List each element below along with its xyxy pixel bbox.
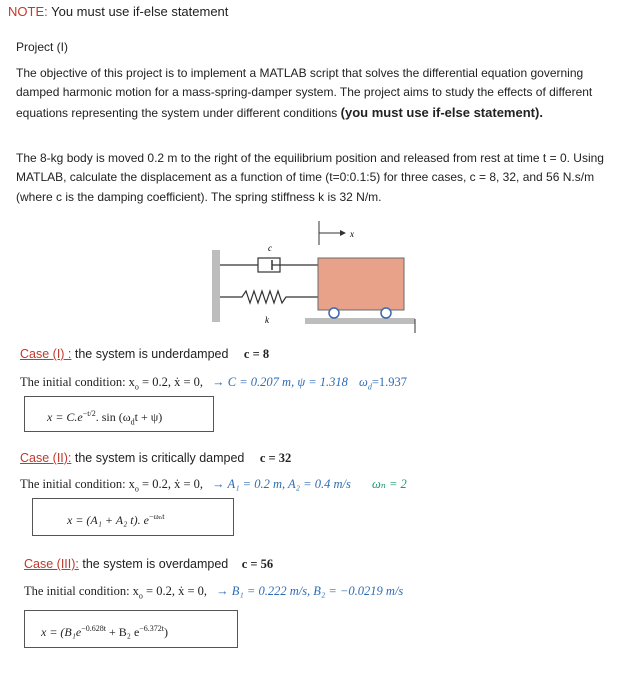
case-1-c: c = 8: [243, 347, 270, 361]
case-2-equation-a: x = (A₁ + A₂ t). e: [67, 513, 149, 527]
wall: [212, 250, 220, 322]
case-3-equation-end: ): [164, 625, 168, 639]
case-2-equation-exp: −ωₙt: [148, 512, 165, 521]
case-3-c: c = 56: [241, 557, 274, 571]
case-1-equation-end: t + ψ): [134, 410, 163, 424]
case-2-initial: The initial condition: $x_o = 0.2$, ẋ = 0, → A₁ = 0.2 m, A₂ = 0.4 m/s ωₙ = 2: [20, 477, 407, 494]
case-2-omega-n: ωₙ = 2: [371, 477, 407, 491]
case-3-heading: [24, 557, 273, 572]
case-2-heading: [20, 451, 291, 466]
case-2-result: → A₁ = 0.2 m, A₂ = 0.4 m/s: [212, 477, 351, 491]
case-3-equation-mid: + B₂ e: [105, 625, 140, 639]
case-3-equation-exp1: −0.628t: [81, 624, 106, 633]
case-1-omega-d: [359, 375, 408, 392]
case-3-initial: The initial condition: $x_o = 0.2$, ẋ = 0, → B₁ = 0.222 m/s, B₂ = −0.0219 m/s: [24, 584, 404, 601]
case-1-omega-sub: d: [367, 382, 372, 392]
case-1-initial-label: The initial condition: x: [20, 375, 135, 389]
case-2-desc: the system is critically damped: [71, 451, 245, 465]
wheel-left: [329, 308, 339, 318]
objective-text: The objective of this project is to implement a MATLAB script that solves the differential equation governing damped harmonic motion for a mass-spring-damper system. The project aims to study the effects of different equations representing the system under different conditions: [16, 66, 593, 120]
wheel-right: [381, 308, 391, 318]
note-text: You must use if-else statement: [51, 4, 229, 19]
case-2-c: c = 32: [259, 451, 292, 465]
case-3-equation-exp2: −6.372t: [139, 624, 164, 633]
label-x: x: [350, 229, 354, 239]
case-3-label: Case (III):: [24, 557, 79, 571]
case-1-label: Case (I) :: [20, 347, 72, 361]
case-1-desc: the system is underdamped: [71, 347, 229, 361]
case-3-result: → B₁ = 0.222 m/s, B₂ = −0.0219 m/s: [216, 584, 404, 598]
case-3-initial-rest: = 0.2, ẋ = 0,: [142, 584, 208, 598]
case-2-equation-box: [32, 498, 234, 536]
label-k: k: [265, 315, 269, 325]
case-1-equation: [47, 409, 163, 427]
label-c: c: [268, 243, 272, 253]
case-1-heading: [20, 347, 269, 362]
case-3-equation: [41, 625, 168, 639]
note-prefix: NOTE:: [8, 4, 48, 19]
case-3-initial-label: The initial condition: x: [24, 584, 139, 598]
case-3-equation-box: [24, 610, 238, 648]
case-2-initial-label: The initial condition: x: [20, 477, 135, 491]
case-1-omega-value: =1.937: [371, 375, 408, 389]
mass-block: [318, 258, 404, 310]
project-title: Project (I): [16, 40, 69, 54]
objective-emphasis: (you must use if-else statement).: [340, 104, 543, 120]
case-3-desc: the system is overdamped: [78, 557, 229, 571]
case-2-initial-rest: = 0.2, ẋ = 0,: [138, 477, 204, 491]
note-heading: [8, 4, 228, 19]
floor: [305, 318, 415, 324]
case-2-equation: [67, 513, 164, 527]
case-2-label: Case (II):: [20, 451, 72, 465]
mass-spring-damper-diagram: [210, 215, 430, 345]
case-1-equation-exp: −t/2: [82, 409, 96, 418]
case-1-initial: The initial condition: $x_o = 0.2$, ẋ = 0, → C = 0.207 m, ψ = 1.318 $\omega_d=1.937$: [20, 375, 408, 392]
case-3-equation-a: x = (B₁e: [41, 625, 82, 639]
objective-paragraph: [16, 64, 614, 123]
spring: [220, 291, 320, 303]
case-1-equation-sub: d: [130, 417, 135, 427]
case-1-equation-tail: . sin (ω: [95, 410, 131, 424]
case-1-equation-box: [24, 396, 214, 432]
description-paragraph: The 8-kg body is moved 0.2 m to the right of the equilibrium position and released from rest at time t = 0. Using MATLAB, calculate the displacement as a function of time (t=0:0.1:5) for three cases, c = 8, 32, and 56 N.s/m (where c is the damping coefficient). The spring stiffness k is 32 N/m.: [16, 151, 604, 204]
case-1-initial-rest: = 0.2, ẋ = 0,: [138, 375, 204, 389]
case-1-omega-symbol: ω: [359, 375, 368, 389]
case-1-result: → C = 0.207 m, ψ = 1.318: [212, 375, 348, 389]
damper: [220, 258, 320, 272]
case-1-equation-a: x = C.e: [47, 410, 83, 424]
